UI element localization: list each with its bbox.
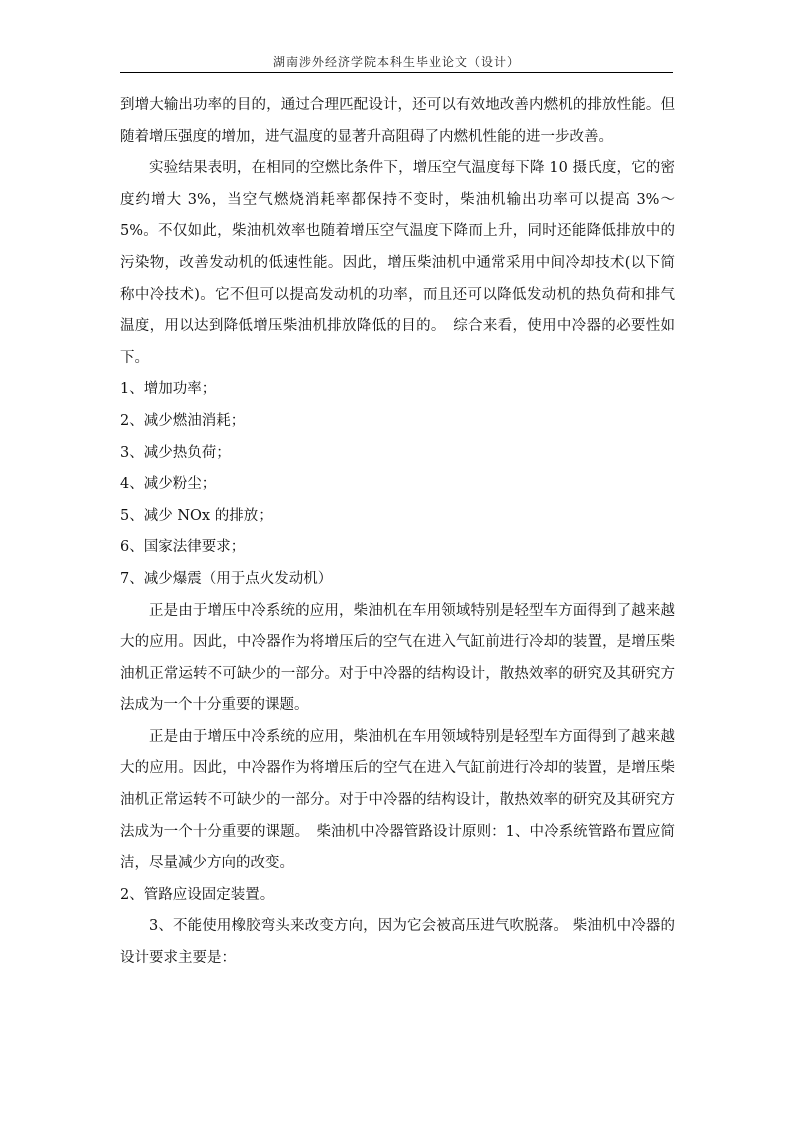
list-item: 5、减少 NOx 的排放； — [120, 507, 273, 524]
list-item: 6、国家法律要求； — [120, 539, 246, 556]
header-rule — [120, 72, 673, 73]
paragraph: 到增大输出功率的目的，通过合理匹配设计，还可以有效地改善内燃机的排放性能。但随着增压强度的增加，进气温度的显著升高阻碍了内燃机性能的进一步改善。 — [120, 97, 675, 145]
list-item: 3、减少热负荷； — [120, 444, 231, 461]
paragraph: 3、不能使用橡胶弯头来改变方向，因为它会被高压进气吹脱落。 柴油机中冷器的设计要求主要是： — [120, 918, 675, 967]
body-text — [120, 90, 675, 975]
list-item: 2、减少燃油消耗； — [120, 412, 246, 429]
running-header: 湖南涉外经济学院本科生毕业论文（设计） — [272, 55, 520, 69]
list-item: 4、减少粉尘； — [120, 476, 217, 493]
paragraph: 正是由于增压中冷系统的应用，柴油机在车用领域特别是轻型车方面得到了越来越大的应用。因此，中冷器作为将增压后的空气在进入气缸前进行冷却的装置，是增压柴油机正常运转不可缺少的一部分。对于中冷器的结构设计，散热效率的研究及其研究方法成为一个十分重要的课题。 — [120, 602, 675, 714]
paragraph: 正是由于增压中冷系统的应用，柴油机在车用领域特别是轻型车方面得到了越来越大的应用。因此，中冷器作为将增压后的空气在进入气缸前进行冷却的装置，是增压柴油机正常运转不可缺少的一部分。对于中冷器的结构设计，散热效率的研究及其研究方法成为一个十分重要的课题。 柴油机中冷器管路设计原则：1、中冷系统管路布置应简洁，尽量减少方向的改变。 — [120, 728, 675, 872]
list-item: 2、管路应设固定装置。 — [120, 886, 275, 903]
paragraph: 实验结果表明，在相同的空燃比条件下，增压空气温度每下降 10 摄氏度，它的密度约增大 3%，当空气燃烧消耗率都保持不变时，柴油机输出功率可以提高 3%～5%。不仅如此，柴油机效率也随着增压空气温度下降而上升，同时还能降低排放中的污染物，改善发动机的低速性能。因此，增压柴油机中通常采用中间冷却技术(以下简称中冷技术)。它不但可以提高发动机的功率，而且还可以降低发动机的热负荷和排气温度，用以达到降低增压柴油机排放降低的目的。 综合来看，使用中冷器的必要性如下。 — [120, 160, 675, 366]
list-item: 7、减少爆震（用于点火发动机） — [120, 570, 333, 587]
list-item: 1、增加功率； — [120, 381, 217, 398]
